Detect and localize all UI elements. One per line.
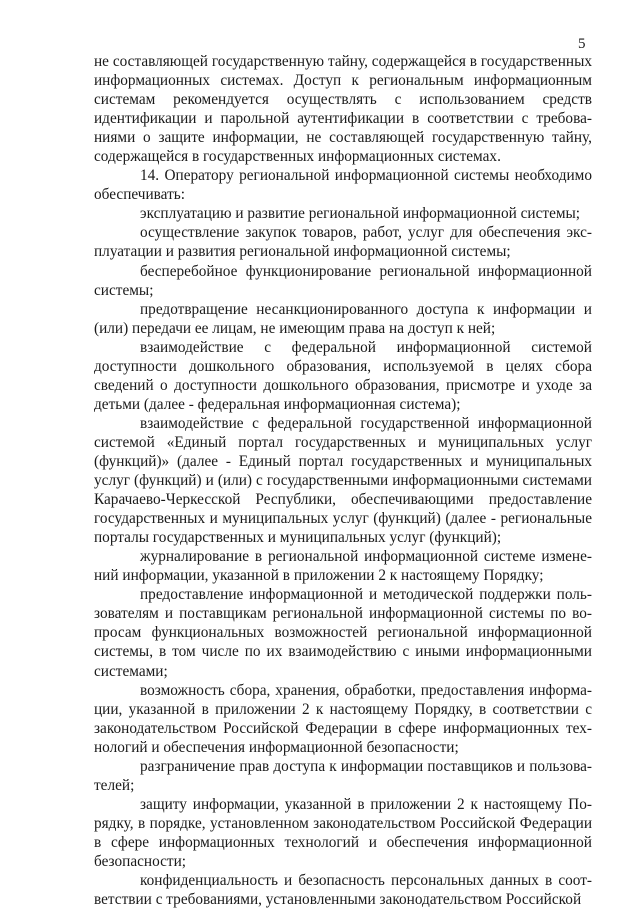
list-item: осуществление закупок товаров, работ, услуг для обеспечения эксплуатации и развития региональной информационной системы; (94, 224, 592, 261)
list-item: возможность сбора, хранения, обработки, предоставления информации, указанной в приложении 2 к настоящему Порядку, в соответствии с законодательством Российской Федерации в сфере информационных технологий и обеспечения информационной безопасности; (94, 681, 592, 756)
document-body (94, 52, 592, 909)
paragraph-item-14: 14. Оператору региональной информационной системы необходимо обеспечивать: (94, 167, 592, 204)
list-item: предотвращение несанкционированного доступа к информации и (или) передачи ее лицам, не имеющим права на доступ к ней; (94, 300, 592, 337)
paragraph-continuation: не составляющей государственную тайну, содержащейся в государственных информационных системах. Доступ к региональным информационным системам рекомендуется осуществлять с использованием средств идентификации и парольной аутентификации в соответствии с требованиями о защите информации, не составляющей государственную тайну, содержащейся в государственных информационных системах. (94, 53, 592, 166)
list-item: взаимодействие с федеральной информационной системой доступности дошкольного образования, используемой в целях сбора сведений о доступности дошкольного образования, присмотре и уходе за детьми (далее - федеральная информационная система); (94, 338, 592, 413)
page-number: 5 (578, 36, 586, 52)
list-item: конфиденциальность и безопасность персональных данных в соответствии с требованиями, установленными законодательством Российской (94, 872, 592, 909)
list-item: предоставление информационной и методической поддержки пользователям и поставщикам региональной информационной системы по вопросам функциональных возможностей региональной информационной системы, в том числе по их взаимодействию с иными информационными системами; (94, 586, 592, 680)
list-item: разграничение прав доступа к информации поставщиков и пользователей; (94, 757, 592, 794)
list-item: защиту информации, указанной в приложении 2 к настоящему Порядку, в порядке, установленном законодательством Российской Федерации в сфере информационных технологий и обеспечения информационной безопасности; (94, 795, 592, 870)
list-item: взаимодействие с федеральной государственной информационной системой «Единый портал государственных и муниципальных услуг (функций)» (далее - Единый портал государственных и муниципальных услуг (функций) и (или) с государственными информационными системами Карачаево-Черкесской Республики, обеспечивающими предоставление государственных и муниципальных услуг (функций) (далее - региональные порталы государственных и муниципальных услуг (функций); (94, 414, 592, 547)
list-item: бесперебойное функционирование региональной информационной системы; (94, 262, 592, 299)
list-item: эксплуатацию и развитие региональной информационной системы; (140, 205, 581, 223)
list-item: журналирование в региональной информационной системе изменений информации, указанной в приложении 2 к настоящему Порядку; (94, 548, 592, 585)
